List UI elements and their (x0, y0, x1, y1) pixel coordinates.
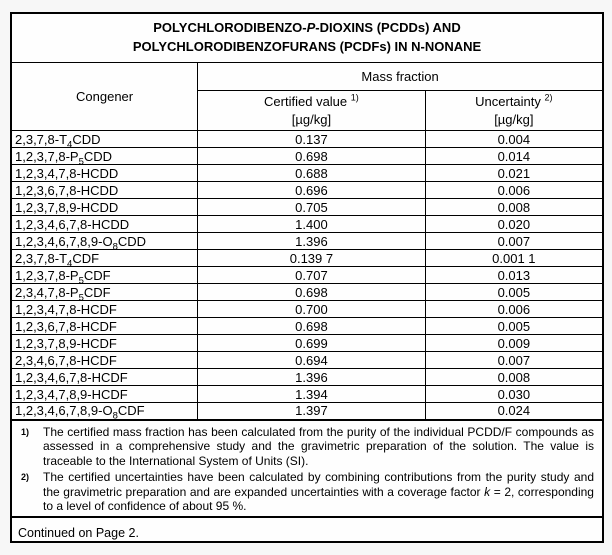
certified-value-cell: 0.698 (198, 284, 426, 301)
congener-cell: 1,2,3,6,7,8-HCDF (12, 318, 198, 335)
table-row (12, 199, 603, 216)
uncertainty-cell: 0.030 (425, 386, 602, 403)
congener-cell: 1,2,3,7,8,9-HCDD (12, 199, 198, 216)
certified-value-cell: 0.707 (198, 267, 426, 284)
table-row (12, 284, 603, 301)
certified-value-cell: 0.705 (198, 199, 426, 216)
uncertainty-cell: 0.007 (425, 352, 602, 369)
uncertainty-unit: [µg/kg] (494, 111, 534, 127)
column-header-certified-value: Certified value $^{1)}$ [µg/kg] (198, 91, 426, 131)
uncertainty-cell: 0.020 (425, 216, 602, 233)
table-row (12, 267, 603, 284)
congener-cell: 1,2,3,4,7,8-HCDF (12, 301, 198, 318)
congener-cell: 1,2,3,4,6,7,8-HCDF (12, 369, 198, 386)
congener-cell: $1,2,3,7,8-P_5CDD$ (12, 148, 198, 165)
certified-value-cell: 1.396 (198, 369, 426, 386)
table-row (12, 318, 603, 335)
uncertainty-cell: 0.001 1 (425, 250, 602, 267)
footnote-1 (21, 425, 594, 469)
title-line-2: POLYCHLORODIBENZOFURANS (PCDFs) IN N-NONANE (132, 39, 482, 54)
congener-cell: $2,3,4,7,8-P_5CDF$ (12, 284, 198, 301)
column-header-uncertainty: Uncertainty $^{2)}$ [µg/kg] (425, 91, 602, 131)
footnote-1-marker: 1) (21, 426, 30, 437)
congener-cell: 2,3,4,6,7,8-HCDF (12, 352, 198, 369)
continued-row (12, 517, 603, 543)
certified-value-cell: 1.397 (198, 403, 426, 420)
congener-cell: 1,2,3,7,8,9-HCDF (12, 335, 198, 352)
uncertainty-cell: 0.021 (425, 165, 602, 182)
table-row (12, 250, 603, 267)
uncertainty-cell: 0.004 (425, 131, 602, 148)
uncertainty-cell: 0.008 (425, 199, 602, 216)
uncertainty-cell: 0.014 (425, 148, 602, 165)
table-row (12, 182, 603, 199)
title-line-1: POLYCHLORODIBENZO-P-DIOXINS (PCDDs) AND (153, 20, 461, 36)
table-row (12, 233, 603, 250)
uncertainty-cell: 0.005 (425, 284, 602, 301)
uncertainty-cell: 0.007 (425, 233, 602, 250)
uncertainty-cell: 0.005 (425, 318, 602, 335)
congener-cell: 1,2,3,6,7,8-HCDD (12, 182, 198, 199)
column-header-mass-fraction: Mass fraction (198, 63, 603, 91)
page-title (12, 14, 603, 63)
footnote-ref-1: 1) (350, 92, 359, 103)
footnote-ref-2: 2) (544, 92, 553, 103)
certified-value-cell: 0.699 (198, 335, 426, 352)
congener-cell: $1,2,3,7,8-P_5CDF$ (12, 267, 198, 284)
certified-value-cell: 0.137 (198, 131, 426, 148)
footnote-2-text: The certified uncertainties have been calculated by combining contributions from the purity study and the gravimetric preparation and are expanded uncertainties with a coverage factor k = 2, corresponding to a level of confidence of about 95 %. (43, 470, 594, 514)
certified-value-cell: 1.394 (198, 386, 426, 403)
footnotes-section (12, 420, 603, 517)
certified-value-cell: 0.698 (198, 148, 426, 165)
certified-value-cell: 1.400 (198, 216, 426, 233)
certified-value-cell: 0.696 (198, 182, 426, 199)
table-row (12, 352, 603, 369)
table-row (12, 335, 603, 352)
table-row (12, 165, 603, 182)
certified-value-cell: 0.688 (198, 165, 426, 182)
uncertainty-cell: 0.008 (425, 369, 602, 386)
table-row (12, 216, 603, 233)
footnote-2 (21, 470, 594, 514)
uncertainty-cell: 0.013 (425, 267, 602, 284)
uncertainty-cell: 0.009 (425, 335, 602, 352)
title-row (12, 14, 603, 63)
certificate-page (10, 12, 604, 543)
table-row (12, 403, 603, 420)
uncertainty-cell: 0.006 (425, 301, 602, 318)
column-header-congener: Congener (12, 63, 198, 131)
congener-cell: 1,2,3,4,7,8-HCDD (12, 165, 198, 182)
header-row-group (12, 63, 603, 91)
certified-value-cell: 1.396 (198, 233, 426, 250)
certified-value-cell: 0.698 (198, 318, 426, 335)
congener-cell: $1,2,3,4,6,7,8,9-O_8CDD$ (12, 233, 198, 250)
table-row (12, 131, 603, 148)
footnote-2-marker: 2) (21, 472, 30, 483)
certified-value-cell: 0.694 (198, 352, 426, 369)
continued-note: Continued on Page 2. (12, 517, 603, 543)
certified-unit: [µg/kg] (291, 111, 332, 127)
certified-value-cell: 0.700 (198, 301, 426, 318)
certificate-table (11, 13, 603, 543)
congener-cell: 1,2,3,4,6,7,8-HCDD (12, 216, 198, 233)
table-row (12, 301, 603, 318)
table-row (12, 386, 603, 403)
table-row (12, 148, 603, 165)
table-row (12, 369, 603, 386)
congener-cell: $1,2,3,4,6,7,8,9-O_8CDF$ (12, 403, 198, 420)
congener-cell: $2,3,7,8-T_4CDD$ (12, 131, 198, 148)
footnotes-row (12, 420, 603, 517)
congener-cell: $2,3,7,8-T_4CDF$ (12, 250, 198, 267)
footnote-1-text: The certified mass fraction has been calculated from the purity of the individual PCDD/F compounds as assessed in a comprehensive study and the gravimetric preparation of the solution. The value is traceable to the International System of Units (SI). (43, 424, 594, 468)
uncertainty-cell: 0.006 (425, 182, 602, 199)
congener-cell: 1,2,3,4,7,8,9-HCDF (12, 386, 198, 403)
certified-value-cell: 0.139 7 (198, 250, 426, 267)
uncertainty-cell: 0.024 (425, 403, 602, 420)
